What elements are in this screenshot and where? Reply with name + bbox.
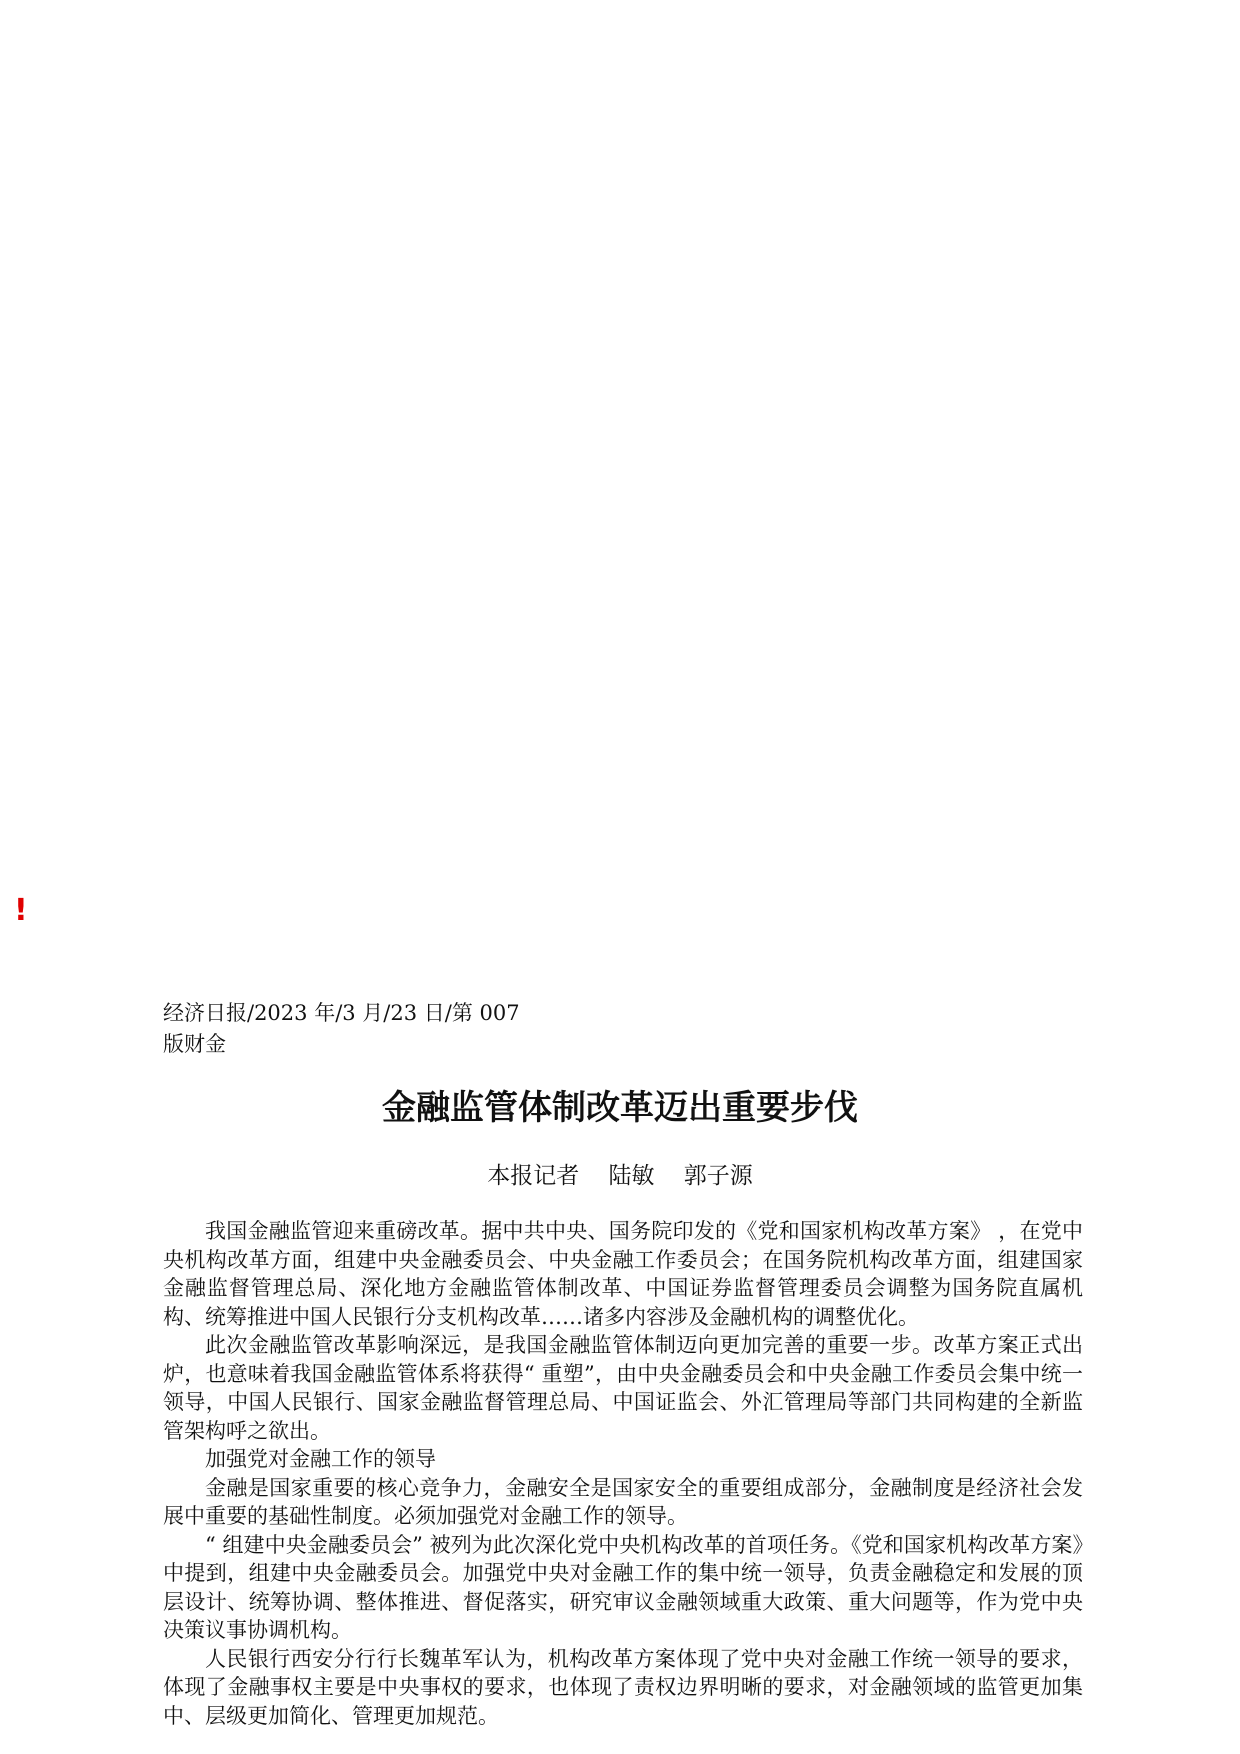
article-byline: 本报记者 陆敏 郭子源 (487, 1163, 753, 1189)
paragraph: 金融是国家重要的核心竞争力，金融安全是国家安全的重要组成部分，金融制度是经济社会发展中重要的基础性制度。必须加强党对金融工作的领导。 (163, 1475, 1083, 1528)
source-info (163, 998, 520, 1060)
article-body (163, 1217, 1083, 1730)
paragraph: 我国金融监管迎来重磅改革。据中共中央、国务院印发的《党和国家机构改革方案》 ，在党中央机构改革方面，组建中央金融委员会、中央金融工作委员会；在国务院机构改革方面，组建国家金融监督管理总局、深化地方金融监管体制改革、中国证券监督管理委员会调整为国务院直属机构、统筹推进中国人民银行分支机构改革……诸多内容涉及金融机构的调整优化。 (163, 1219, 1083, 1329)
exclamation-marker: ! (14, 893, 28, 928)
paragraph: 人民银行西安分行行长魏革军认为，机构改革方案体现了党中央对金融工作统一领导的要求，体现了金融事权主要是中央事权的要求，也体现了责权边界明晰的要求，对金融领域的监管更加集中、层级更加简化、管理更加规范。 (163, 1646, 1083, 1728)
paragraph: 此次金融监管改革影响深远，是我国金融监管体制迈向更加完善的重要一步。改革方案正式出炉，也意味着我国金融监管体系将获得“ 重塑”，由中央金融委员会和中央金融工作委员会集中统一领导，中国人民银行、国家金融监督管理总局、中国证监会、外汇管理局等部门共同构建的全新监管架构呼之欲出。 (163, 1333, 1083, 1443)
source-line-1: 经济日报/2023 年/3 月/23 日/第 007 (163, 1001, 520, 1025)
article-title: 金融监管体制改革迈出重要步伐 (382, 1088, 858, 1128)
paragraph: “ 组建中央金融委员会” 被列为此次深化党中央机构改革的首项任务。《党和国家机构改革方案》中提到，组建中央金融委员会。加强党中央对金融工作的集中统一领导，负责金融稳定和发展的顶层设计、统筹协调、整体推进、督促落实，研究审议金融领域重大政策、重大问题等，作为党中央决策议事协调机构。 (163, 1532, 1083, 1642)
source-line-2: 版财金 (163, 1032, 226, 1056)
section-heading: 加强党对金融工作的领导 (205, 1447, 436, 1471)
